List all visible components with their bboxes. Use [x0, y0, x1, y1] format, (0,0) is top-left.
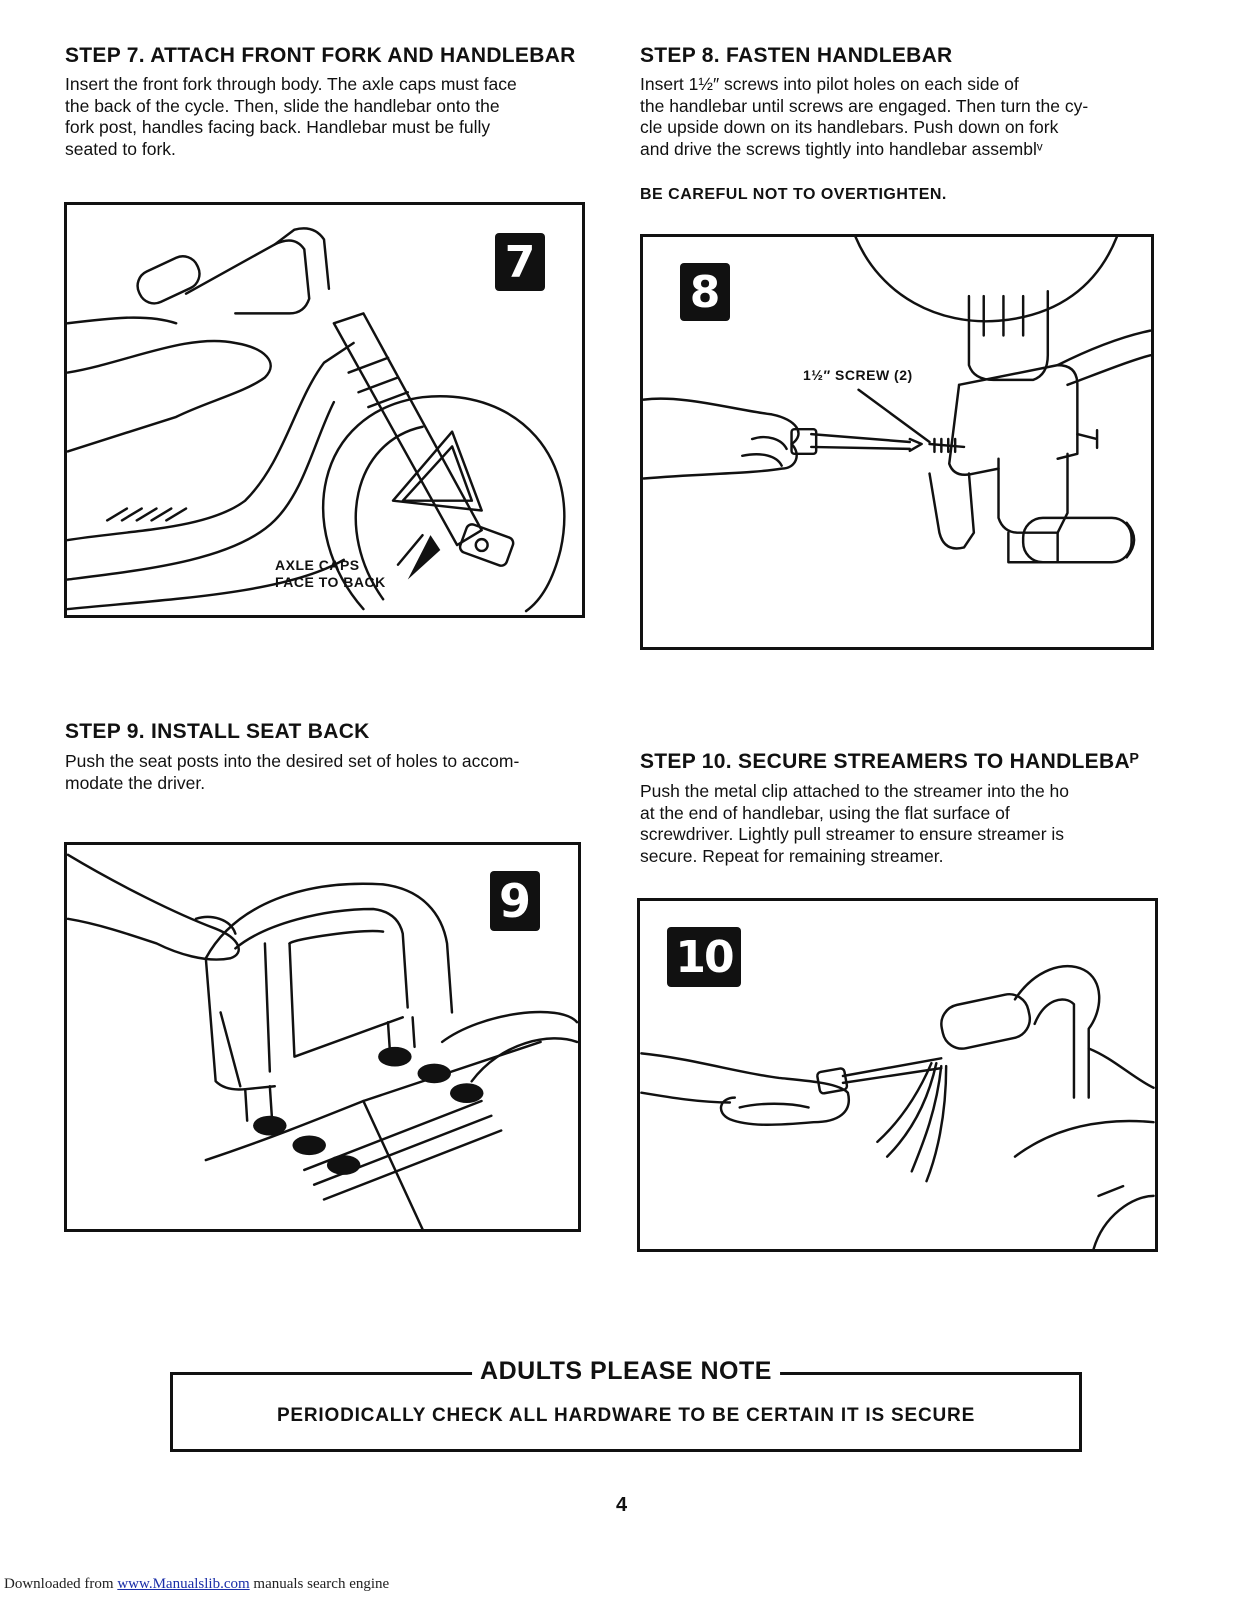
- step8-line: cle upside down on its handlebars. Push down on fork: [640, 117, 1059, 137]
- step8-line: Insert 1½″ screws into pilot holes on each side of: [640, 74, 1019, 94]
- step9-line: modate the driver.: [65, 772, 206, 793]
- manualslib-link[interactable]: www.Manualslib.com: [117, 1576, 250, 1592]
- step8-title: STEP 8. FASTEN HANDLEBAR: [640, 44, 953, 67]
- step9-line: Push the seat posts into the desired set of holes to accom-: [65, 751, 520, 771]
- step7-instructions: [65, 74, 577, 160]
- screw-callout: 1½″ SCREW (2): [803, 367, 913, 383]
- step8-instructions: [640, 74, 1153, 160]
- step-number-badge: 9: [490, 871, 540, 931]
- step10-instructions: [640, 781, 1156, 867]
- notice-title: ADULTS PLEASE NOTE: [472, 1357, 780, 1386]
- page-number: 4: [616, 1494, 628, 1516]
- step-number-badge: 7: [495, 233, 545, 291]
- step10-line: Push the metal clip attached to the streamer into the ho: [640, 781, 1069, 801]
- footer-suffix: manuals search engine: [249, 1576, 390, 1592]
- step8-line: and drive the screws tightly into handlebar assemblᵛ: [640, 138, 1043, 159]
- step7-illustration: [64, 202, 585, 618]
- step9-title: STEP 9. INSTALL SEAT BACK: [65, 720, 370, 743]
- step7-line: fork post, handles facing back. Handlebar must be fully: [65, 117, 491, 137]
- step7-line: Insert the front fork through body. The axle caps must face: [65, 74, 517, 94]
- callout-line: FACE TO BACK: [275, 574, 386, 590]
- step7-title: STEP 7. ATTACH FRONT FORK AND HANDLEBAR: [65, 44, 576, 67]
- step10-illustration: [637, 898, 1158, 1252]
- step7-line: the back of the cycle. Then, slide the handlebar onto the: [65, 95, 500, 116]
- callout-line: AXLE CAPS: [275, 557, 360, 573]
- overtighten-warning: BE CAREFUL NOT TO OVERTIGHTEN.: [640, 186, 947, 203]
- adults-notice: [170, 1357, 1082, 1452]
- step9-instructions: [65, 751, 577, 794]
- download-footer: [4, 1576, 389, 1593]
- notice-body: PERIODICALLY CHECK ALL HARDWARE TO BE CERTAIN IT IS SECURE: [276, 1405, 976, 1426]
- footer-prefix: Downloaded from: [4, 1576, 118, 1592]
- step8-illustration: [640, 234, 1154, 650]
- step10-line: at the end of handlebar, using the flat surface of: [640, 802, 1010, 823]
- step8-line: the handlebar until screws are engaged. Then turn the cy-: [640, 95, 1089, 116]
- step10-line: secure. Repeat for remaining streamer.: [640, 845, 944, 866]
- step9-illustration: [64, 842, 581, 1232]
- step10-title: STEP 10. SECURE STREAMERS TO HANDLEBAᴾ: [640, 750, 1140, 773]
- step-number-badge: 10: [667, 927, 741, 987]
- step-number-badge: 8: [680, 263, 730, 321]
- axle-caps-callout: [275, 557, 386, 591]
- step7-line: seated to fork.: [65, 138, 176, 159]
- step10-line: screwdriver. Lightly pull streamer to ensure streamer is: [640, 824, 1065, 844]
